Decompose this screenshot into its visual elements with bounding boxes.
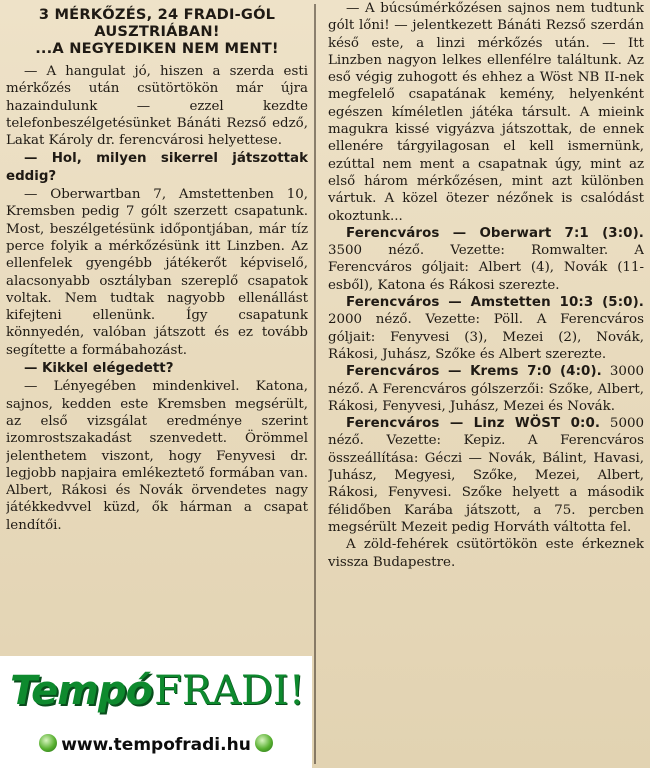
match-title: Ferencváros — Oberwart 7:1 (3:0).: [346, 225, 644, 241]
article-headline: [6, 6, 308, 57]
logo-url-row: [8, 732, 304, 758]
match-result-linz: [328, 415, 644, 536]
intro-paragraph: — A hangulat jó, hiszen a szerda esti mérkőzés után csütörtökön már újra hazaindulunk — ezzel kezdte telefonbeszélgetésünket Bánáti Rezső edző, Lakat Károly dr. ferencvárosi helyettese.: [6, 64, 308, 149]
football-icon: [39, 734, 57, 752]
question-2: — Kikkel elégedett?: [24, 361, 174, 377]
closing-paragraph: A zöld-fehérek csütörtökön este érkeznek vissza Budapestre.: [328, 537, 644, 570]
tempofradi-logo: [0, 656, 312, 768]
column-divider: [314, 4, 316, 764]
match-result-krems: [328, 363, 644, 415]
match-title: Ferencváros — Krems 7:0 (4:0).: [346, 364, 602, 380]
left-column: [6, 0, 308, 534]
football-icon: [255, 734, 273, 752]
match-details: 5000 néző. Vezette: Kepiz. A Ferencváros összeállítása: Géczi — Novák, Bálint, Havasi, Juhász, Megyesi, Szőke, Mezei, Albert, Rákosi, Fenyvesi. Szőke helyett a második félidőben Karába játszott, a 75. percben megsérült Mezeit pedig Horváth váltotta fel.: [328, 416, 644, 535]
match-result-oberwart: [328, 225, 644, 294]
match-title: Ferencváros — Linz WÖST 0:0.: [346, 416, 601, 432]
match-details: 3000 néző. A Ferencváros gólszerzői: Szőke, Albert, Rákosi, Fenyvesi, Juhász, Mezei és Novák.: [328, 364, 644, 414]
match-result-amstetten: [328, 294, 644, 363]
headline-line-1: 3 MÉRKŐZÉS, 24 FRADI-GÓL AUSZTRIÁBAN!: [38, 6, 276, 40]
logo-fradi-text: FRADI!: [154, 668, 305, 714]
match-details: 3500 néző. Vezette: Romwalter. A Ferencváros góljait: Albert (4), Novák (11-esből), Katona és Rákosi szerezte.: [328, 243, 644, 293]
match-title: Ferencváros — Amstetten 10:3 (5:0).: [346, 295, 644, 311]
answer-1: — Oberwartban 7, Amstettenben 10, Kremsben pedig 7 gólt szerzett csapatunk. Most, beszélgetésünk időpontjában, már tíz perce folyik a mérkőzésünk itt Linzben. Az ellenfelek gyengébb játékerőt képviselő, alacsonyabb osztályban szereplő csapatok voltak. Nem tudtak nagyobb ellenállást kifejteni ellenünk. Így csapatunk könnyedén, valóban játszott és ez tovább segítette a formábahozást.: [6, 187, 308, 358]
right-column: [328, 0, 644, 571]
question-1: — Hol, milyen sikerrel játszottak eddig?: [6, 151, 308, 184]
match-details: 2000 néző. Vezette: Pöll. A Ferencváros góljait: Fenyvesi (3), Mezei (2), Novák, Rákosi, Juhász, Szőke és Albert szerezte.: [328, 312, 644, 362]
answer-2: — Lényegében mindenkivel. Katona, sajnos, kedden este Kremsben megsérült, az első vizsgálat eredménye szerint izomrostszakadást szenvedett. Örömmel jelenthetem viszont, hogy Fenyvesi dr. legjobb napjaira emlékeztető formában van. Albert, Rákosi és Novák örvendetes nagy játékkedvvel küzd, ők hárman a csapat lendítői.: [6, 379, 308, 533]
linz-report: — A búcsúmérkőzésen sajnos nem tudtunk gólt lőni! — jelentkezett Bánáti Rezső szerdán késő este, a linzi mérkőzés után. — Itt Linzben nagyon lelkes ellenfélre találtunk. Az eső végig zuhogott és ehhez a Wöst NB II-nek megfelelő csapatának kemény, helyenként egészen kíméletlen játéka társult. A mieink magukra kissé vigyázva játszottak, de ennek ellenére tárgyilagosan el kell ismernünk, ezúttal nem ment a csapatnak úgy, mint az első három mérkőzésen, mint azt különben vártuk. A közel ötezer nézőnek is csalódást okoztunk...: [328, 1, 644, 224]
logo-tempo-text: Tempó: [10, 668, 153, 714]
website-url[interactable]: www.tempofradi.hu: [61, 735, 251, 755]
headline-line-2: ...A NEGYEDIKEN NEM MENT!: [35, 40, 279, 57]
logo-wordmark: [10, 668, 310, 728]
